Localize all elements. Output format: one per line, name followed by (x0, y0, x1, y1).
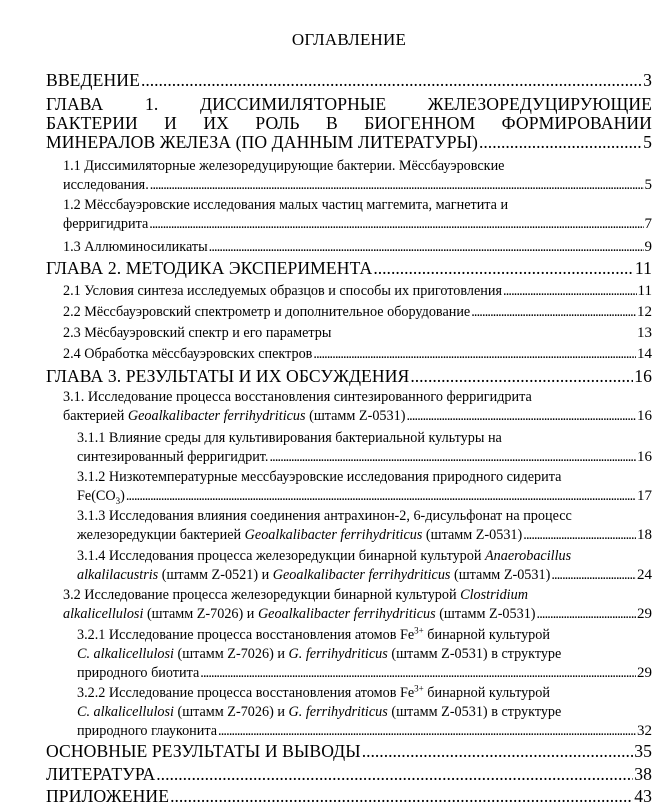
entry-title-line-2: синтезированный ферригидрит. (77, 449, 269, 465)
dot-leader (537, 605, 636, 624)
entry-title-line-2 (63, 407, 405, 426)
text-segment: (штамм Z-0531) (422, 527, 523, 543)
toc-entry-2-2[interactable] (63, 303, 652, 322)
entry-title: 2.2 Мёссбауэровский спектрометр и дополнительное оборудование (63, 304, 471, 320)
superscript: 3+ (414, 683, 424, 694)
text-segment: Fe(CO (77, 488, 116, 504)
page-number: 13 (637, 325, 652, 341)
entry-title: 2.3 Мёсбауэровский спектр и его параметры (63, 325, 332, 341)
toc-entry-3-2-1[interactable] (77, 626, 652, 683)
toc-entry-chapter-2[interactable] (46, 259, 652, 278)
toc-entry-3-1-4[interactable] (77, 547, 652, 585)
dot-leader (150, 176, 644, 195)
page-number: 11 (634, 258, 652, 278)
text-segment: (штамм Z-0531) (450, 567, 551, 583)
entry-title: ПРИЛОЖЕНИЕ (46, 786, 170, 806)
text-segment: 3.2.2 Исследование процесса восстановления атомов Fe (77, 685, 415, 701)
entry-title: ЛИТЕРАТУРА (46, 764, 156, 784)
text-segment: ) (120, 488, 125, 504)
page-number: 9 (644, 239, 652, 255)
entry-title-line-3: природного биотита (77, 665, 200, 681)
species-name: Geoalkalibacter ferrihydriticus (272, 567, 451, 583)
page-number: 29 (637, 665, 652, 681)
text-segment: (штамм Z-0531) в структуре (387, 646, 562, 662)
page-number: 38 (634, 764, 652, 784)
entry-title: ВВЕДЕНИЕ (46, 70, 140, 90)
toc-entry-1-3[interactable] (63, 238, 652, 257)
entry-title-line-1 (63, 586, 652, 605)
text-segment: 3.2 Исследование процесса железоредукции бинарной культурой (63, 587, 461, 603)
toc-title: ОГЛАВЛЕНИЕ (291, 30, 407, 49)
text-segment: (штамм Z-7026) и (143, 606, 258, 622)
entry-title-line-2 (63, 605, 536, 624)
page-number: 16 (634, 366, 652, 386)
species-name: alkalilacustris (77, 567, 159, 583)
entry-title: ГЛАВА 2. МЕТОДИКА ЭКСПЕРИМЕНТА (46, 258, 373, 278)
dot-leader (523, 526, 636, 545)
text-segment: железоредукции бактерией (77, 527, 245, 543)
entry-title-line-1: 1.2 Мёссбауэровские исследования малых частиц маггемита, магнетита и (63, 197, 509, 213)
entry-title-line-3: МИНЕРАЛОВ ЖЕЛЕЗА (ПО ДАННЫМ ЛИТЕРАТУРЫ) (46, 132, 478, 152)
entry-title-line-2 (77, 487, 125, 506)
entry-title-line-1 (77, 547, 652, 566)
species-name: Geoalkalibacter ferrihydriticus (244, 527, 423, 543)
page-number: 14 (637, 346, 652, 362)
entry-title-line-2 (77, 526, 522, 545)
toc-entry-1-1[interactable] (63, 157, 652, 195)
text-segment: (штамм Z-7026) и (173, 646, 289, 662)
species-name: Geoalkalibacter ferrihydriticus (257, 606, 436, 622)
toc-entry-results[interactable] (46, 742, 652, 761)
text-segment: (штамм Z-0531) (305, 408, 406, 424)
page-number: 12 (637, 304, 652, 320)
dot-leader (362, 742, 633, 761)
page-number: 16 (637, 408, 652, 424)
dot-leader (170, 787, 633, 806)
dot-leader (200, 664, 636, 683)
text-segment: бинарной культурой (423, 685, 550, 701)
entry-title: ОСНОВНЫЕ РЕЗУЛЬТАТЫ И ВЫВОДЫ (46, 741, 361, 761)
superscript: 3+ (414, 625, 424, 636)
text-segment: бактерией (63, 408, 128, 424)
page-number: 11 (637, 283, 652, 299)
entry-title-line-1: 3.1. Исследование процесса восстановления синтезированного ферригидрита (63, 389, 532, 405)
text-segment: 3.2.1 Исследование процесса восстановления атомов Fe (77, 627, 415, 643)
toc-entry-intro[interactable] (46, 71, 652, 90)
subscript: 3 (115, 495, 121, 506)
page-number: 35 (634, 741, 652, 761)
entry-title-line-1: 3.1.2 Низкотемпературные мессбауэровские исследования природного сидерита (77, 469, 562, 485)
entry-title-line-2: БАКТЕРИИ И ИХ РОЛЬ В БИОГЕННОМ ФОРМИРОВАНИИ (46, 113, 652, 133)
page-number: 7 (644, 216, 652, 232)
page-number: 43 (634, 786, 652, 806)
species-name: alkalicellulosi (63, 606, 144, 622)
dot-leader (503, 282, 637, 301)
page-number: 24 (637, 567, 652, 583)
dot-leader (156, 765, 633, 784)
toc-entry-3-1[interactable] (63, 388, 652, 426)
page-number: 5 (643, 132, 652, 152)
page-number: 16 (637, 449, 652, 465)
toc-entry-2-4[interactable] (63, 345, 652, 364)
page-number: 5 (644, 177, 652, 193)
toc-entry-3-2-2[interactable] (77, 684, 652, 741)
toc-entry-3-2[interactable] (63, 586, 652, 624)
text-segment: (штамм Z-0531) (435, 606, 536, 622)
dot-leader (373, 259, 634, 278)
page-number: 29 (637, 606, 652, 622)
dot-leader (410, 367, 633, 386)
toc-entry-1-2[interactable] (63, 196, 652, 234)
species-name: Clostridium (460, 587, 528, 603)
dot-leader (209, 238, 644, 257)
text-segment: (штамм Z-0531) в структуре (387, 704, 562, 720)
page-number: 18 (637, 527, 652, 543)
entry-title-line-2: ферригидрита (63, 216, 149, 232)
entry-title-line-2 (77, 566, 550, 585)
toc-entry-3-1-1[interactable] (77, 429, 652, 467)
text-segment: (штамм Z-0521) и (158, 567, 273, 583)
text-segment: (штамм Z-7026) и (173, 704, 289, 720)
dot-leader (471, 303, 636, 322)
toc-entry-3-1-2[interactable] (77, 468, 652, 506)
dot-leader (218, 722, 636, 741)
entry-title-line-2 (77, 645, 652, 664)
page-number: 17 (637, 488, 652, 504)
text-segment: 3.1.4 Исследования процесса железоредукции бинарной культурой (77, 548, 485, 564)
entry-title-line-3: природного глауконита (77, 723, 218, 739)
dot-leader (149, 215, 643, 234)
entry-title: 1.3 Аллюминосиликаты (63, 239, 208, 255)
dot-leader (141, 71, 642, 90)
entry-title-line-1: ГЛАВА 1. ДИССИМИЛЯТОРНЫЕ ЖЕЛЕЗОРЕДУЦИРУЮЩИЕ (46, 94, 652, 114)
dot-leader (269, 448, 636, 467)
species-name: C. alkalicellulosi (77, 704, 174, 720)
dot-leader (406, 407, 636, 426)
species-name: G. ferrihydriticus (288, 646, 388, 662)
toc-entry-chapter-3[interactable] (46, 367, 652, 386)
entry-title: 2.1 Условия синтеза исследуемых образцов и способы их приготовления (63, 283, 502, 299)
toc-entry-chapter-1[interactable] (46, 95, 652, 152)
species-name: Anaerobacillus (485, 548, 572, 564)
species-name: Geoalkalibacter ferrihydriticus (127, 408, 306, 424)
entry-title: 2.4 Обработка мёссбауэровских спектров (63, 346, 313, 362)
page-number: 3 (643, 70, 652, 90)
dot-leader (126, 487, 636, 506)
toc-entry-appendix[interactable] (46, 787, 652, 806)
page-number: 32 (637, 723, 652, 739)
toc-entry-2-3[interactable] (63, 324, 652, 343)
species-name: C. alkalicellulosi (77, 646, 174, 662)
toc-entry-literature[interactable] (46, 765, 652, 784)
species-name: G. ferrihydriticus (288, 704, 388, 720)
entry-title-line-2: исследования. (63, 177, 149, 193)
toc-entry-3-1-3[interactable] (77, 507, 652, 545)
entry-title-line-2 (77, 703, 652, 722)
dot-leader (479, 133, 642, 152)
entry-title-line-1 (77, 626, 652, 645)
dot-leader (313, 345, 636, 364)
toc-entry-2-1[interactable] (63, 282, 652, 301)
dot-leader (551, 566, 636, 585)
entry-title-line-1: 3.1.1 Влияние среды для культивирования бактериальной культуры на (77, 430, 502, 446)
entry-title-line-1: 1.1 Диссимиляторные железоредуцирующие бактерии. Мёссбауэровские (63, 158, 505, 174)
text-segment: бинарной культурой (423, 627, 550, 643)
entry-title: ГЛАВА 3. РЕЗУЛЬТАТЫ И ИХ ОБСУЖДЕНИЯ (46, 366, 410, 386)
entry-title-line-1: 3.1.3 Исследования влияния соединения антрахинон-2, 6-дисульфонат на процесс (77, 508, 572, 524)
entry-title-line-1 (77, 684, 652, 703)
